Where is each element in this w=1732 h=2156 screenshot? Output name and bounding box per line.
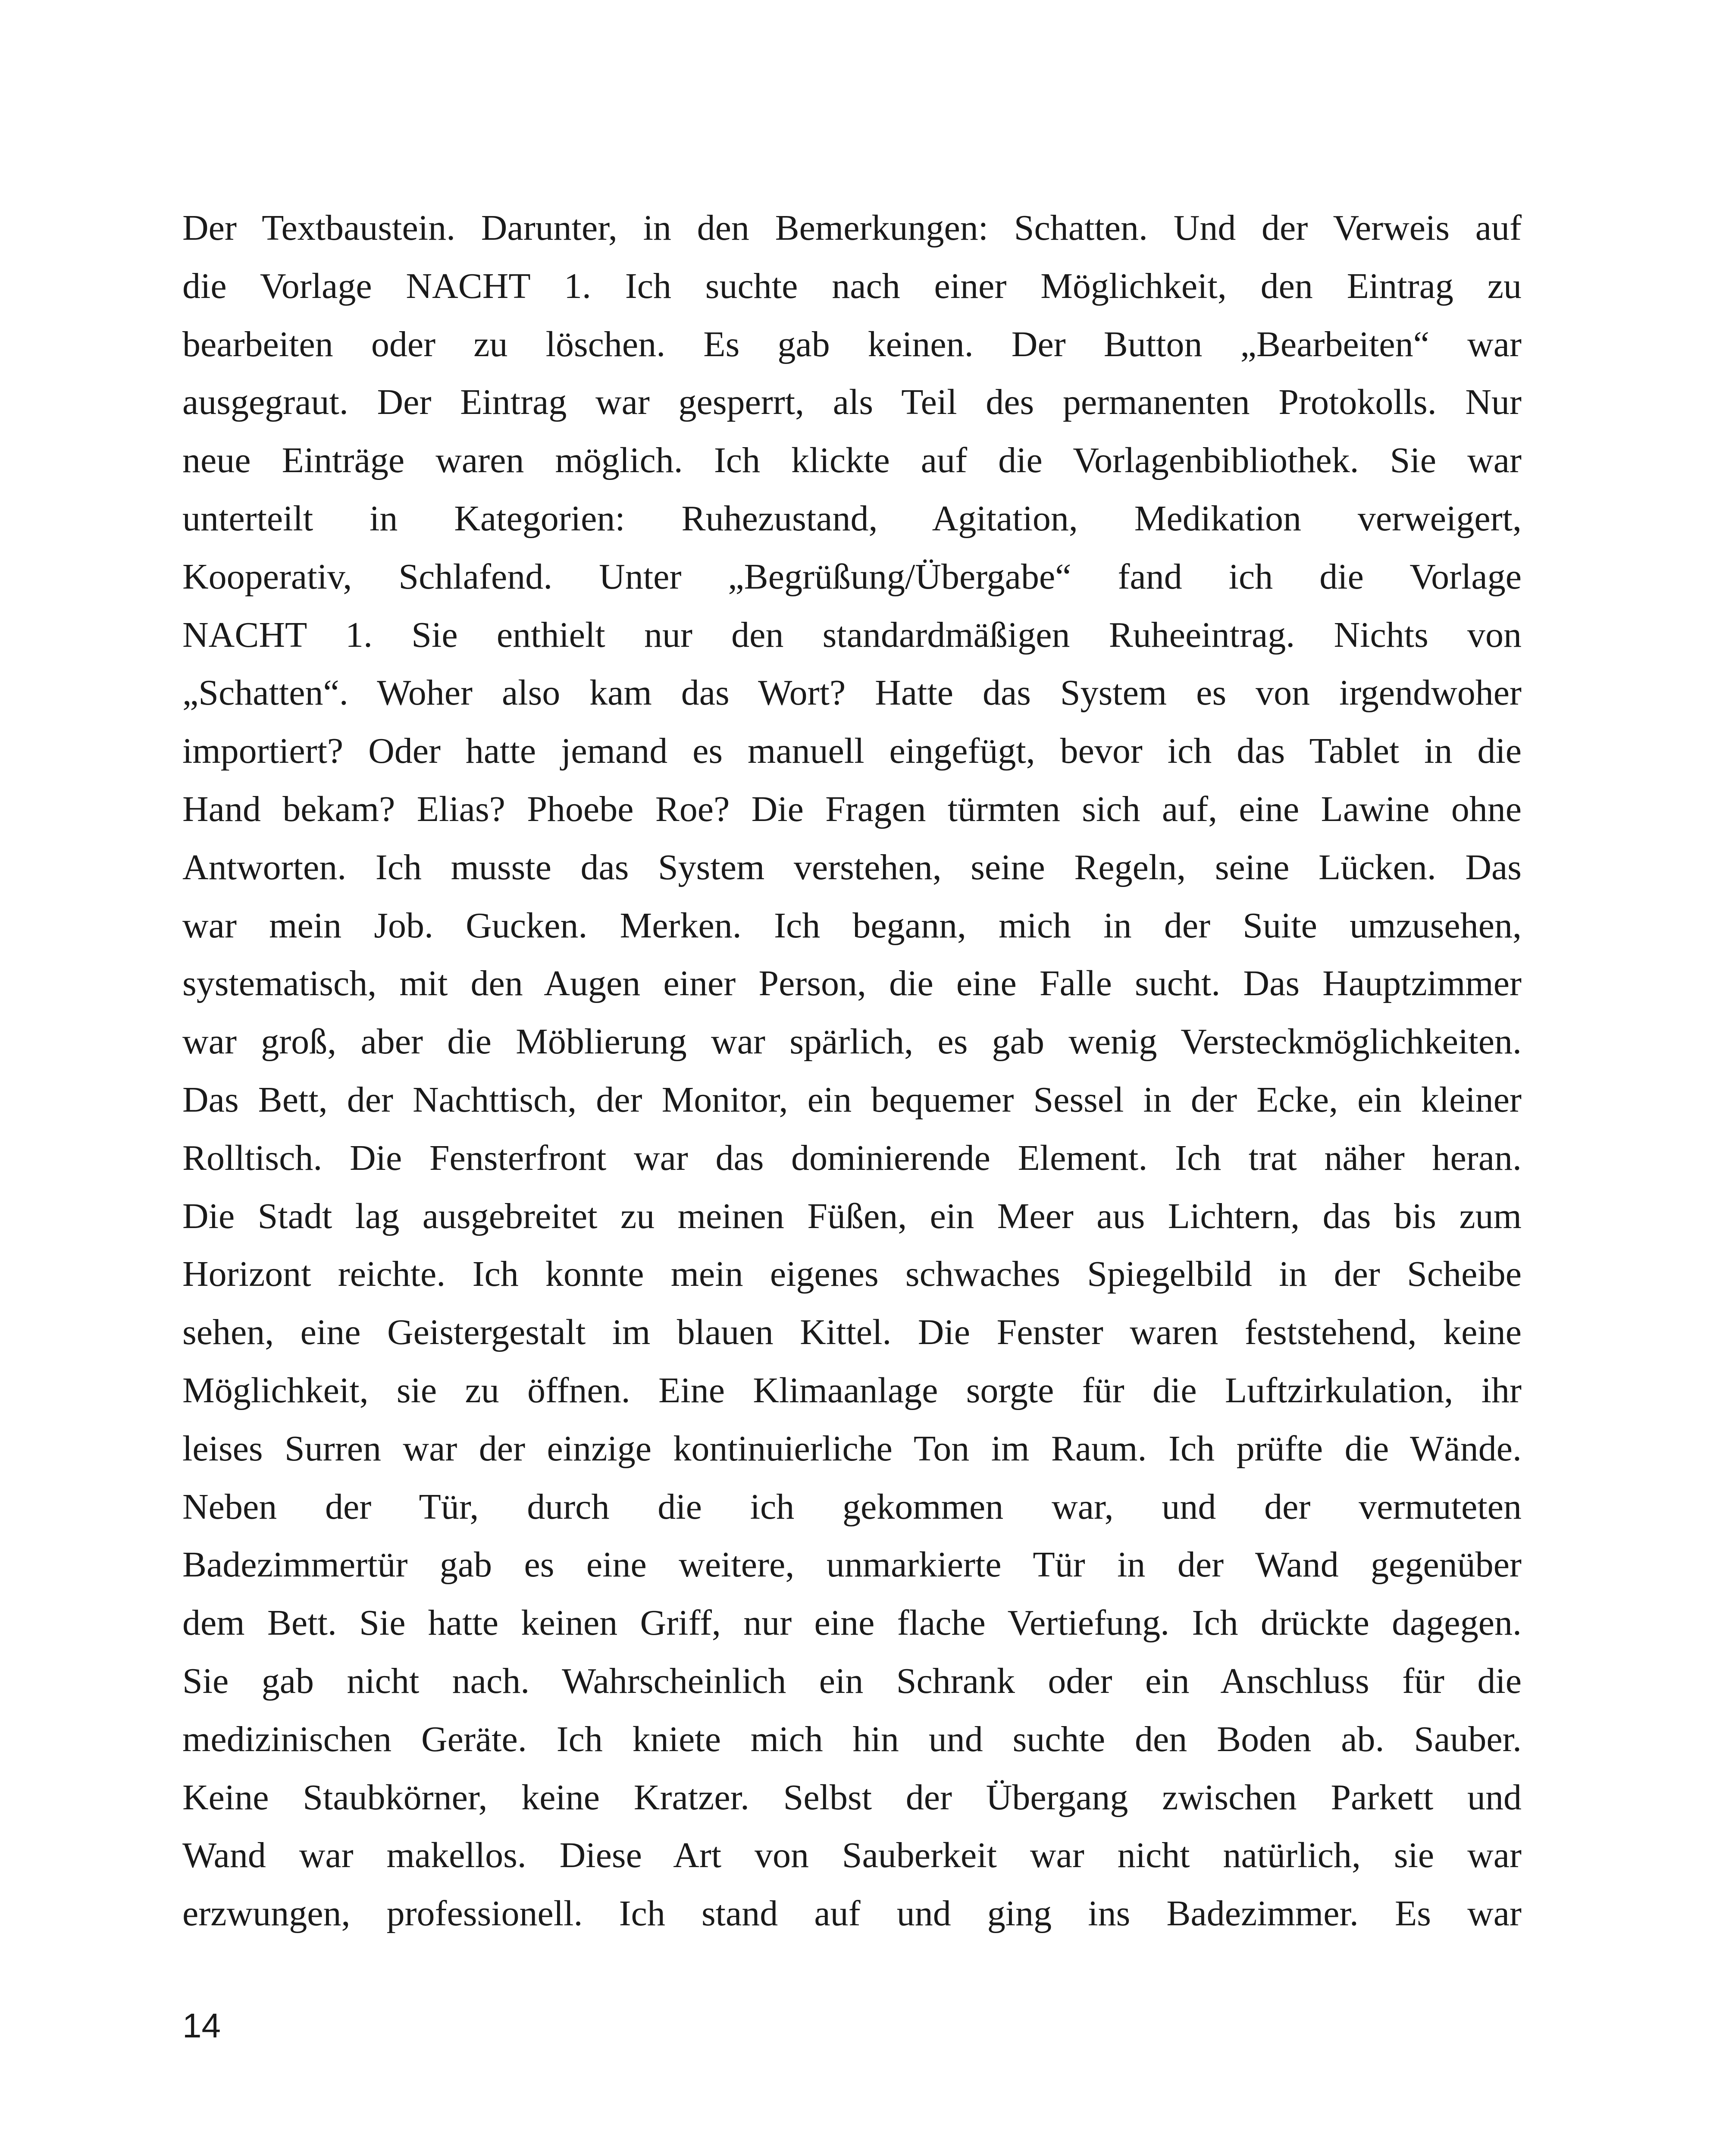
- page-number: 14: [182, 2006, 221, 2045]
- text-line: Sie gab nicht nach. Wahrscheinlich ein Schrank oder ein Anschluss für die: [182, 1661, 1522, 1701]
- text-line: medizinischen Geräte. Ich kniete mich hin und suchte den Boden ab. Sauber.: [182, 1719, 1522, 1759]
- text-line: NACHT 1. Sie enthielt nur den standardmäßigen Ruheeintrag. Nichts von: [182, 614, 1522, 655]
- text-line: war groß, aber die Möblierung war spärlich, es gab wenig Versteckmöglichkeiten.: [182, 1022, 1522, 1062]
- text-line: neue Einträge waren möglich. Ich klickte auf die Vorlagenbibliothek. Sie war: [182, 440, 1522, 481]
- text-line: systematisch, mit den Augen einer Person, die eine Falle sucht. Das Hauptzimmer: [182, 963, 1522, 1004]
- text-line: erzwungen, professionell. Ich stand auf und ging ins Badezimmer. Es war: [182, 1893, 1522, 1934]
- text-line: Horizont reichte. Ich konnte mein eigenes schwaches Spiegelbild in der Scheibe: [182, 1254, 1522, 1294]
- text-line: bearbeiten oder zu löschen. Es gab keinen. Der Button „Bearbeiten“ war: [182, 324, 1522, 364]
- text-line: Hand bekam? Elias? Phoebe Roe? Die Fragen türmten sich auf, eine Lawine ohne: [182, 789, 1522, 829]
- text-line: die Vorlage NACHT 1. Ich suchte nach einer Möglichkeit, den Eintrag zu: [182, 266, 1522, 306]
- text-line: Badezimmertür gab es eine weitere, unmarkierte Tür in der Wand gegenüber: [182, 1545, 1522, 1585]
- text-line: importiert? Oder hatte jemand es manuell eingefügt, bevor ich das Tablet in die: [182, 731, 1522, 771]
- text-line: „Schatten“. Woher also kam das Wort? Hatte das System es von irgendwoher: [182, 673, 1522, 713]
- text-line: Keine Staubkörner, keine Kratzer. Selbst der Übergang zwischen Parkett und: [182, 1777, 1522, 1818]
- body-text: [182, 199, 1522, 1943]
- text-line: Die Stadt lag ausgebreitet zu meinen Füßen, ein Meer aus Lichtern, das bis zum: [182, 1196, 1522, 1236]
- text-line: leises Surren war der einzige kontinuierliche Ton im Raum. Ich prüfte die Wände.: [182, 1428, 1522, 1469]
- text-line: Kooperativ, Schlafend. Unter „Begrüßung/Übergabe“ fand ich die Vorlage: [182, 556, 1522, 597]
- text-line: Wand war makellos. Diese Art von Sauberkeit war nicht natürlich, sie war: [182, 1835, 1522, 1876]
- text-line: Antworten. Ich musste das System verstehen, seine Regeln, seine Lücken. Das: [182, 847, 1522, 887]
- text-line: Neben der Tür, durch die ich gekommen war, und der vermuteten: [182, 1486, 1522, 1527]
- text-line: Rolltisch. Die Fensterfront war das dominierende Element. Ich trat näher heran.: [182, 1138, 1522, 1178]
- text-line: Der Textbaustein. Darunter, in den Bemerkungen: Schatten. Und der Verweis auf: [182, 208, 1522, 248]
- text-line: Das Bett, der Nachttisch, der Monitor, ein bequemer Sessel in der Ecke, ein kleiner: [182, 1079, 1522, 1120]
- text-line: ausgegraut. Der Eintrag war gesperrt, als Teil des permanenten Protokolls. Nur: [182, 382, 1522, 423]
- text-line: Möglichkeit, sie zu öffnen. Eine Klimaanlage sorgte für die Luftzirkulation, ihr: [182, 1370, 1522, 1410]
- text-line: unterteilt in Kategorien: Ruhezustand, Agitation, Medikation verweigert,: [182, 498, 1522, 539]
- text-line: dem Bett. Sie hatte keinen Griff, nur eine flache Vertiefung. Ich drückte dagegen.: [182, 1603, 1522, 1643]
- text-line: war mein Job. Gucken. Merken. Ich begann, mich in der Suite umzusehen,: [182, 905, 1522, 946]
- text-line: sehen, eine Geistergestalt im blauen Kittel. Die Fenster waren feststehend, keine: [182, 1312, 1522, 1353]
